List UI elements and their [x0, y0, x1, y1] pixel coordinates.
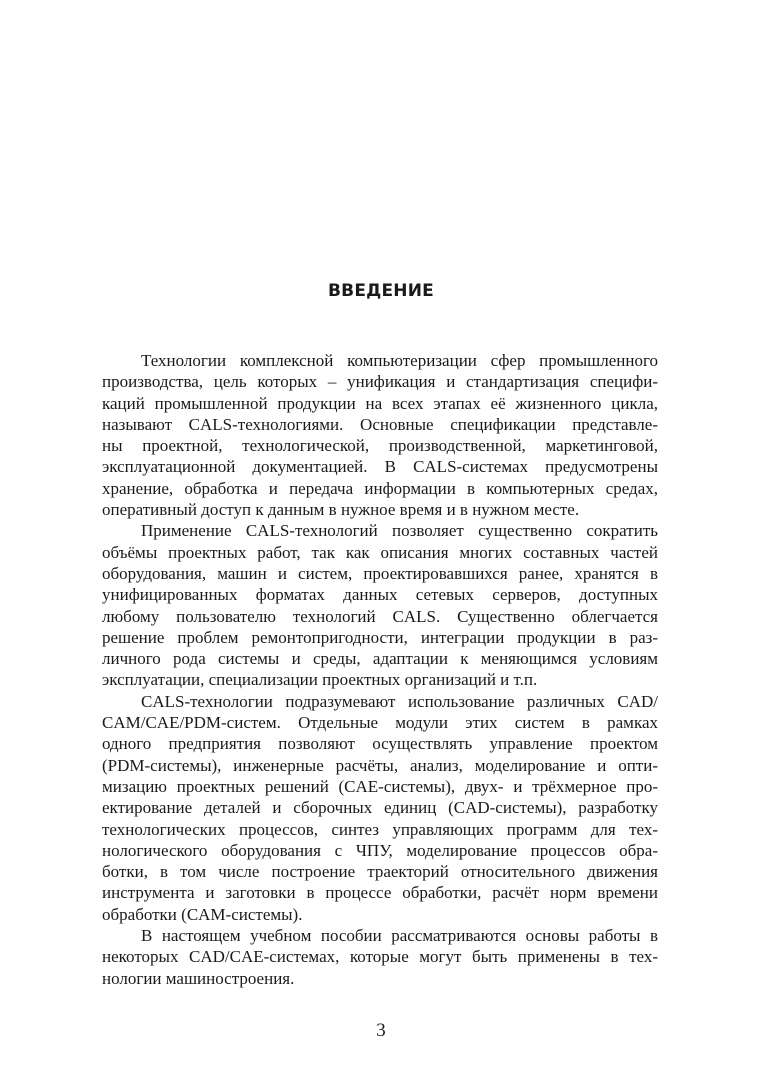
text-line: решение проблем ремонтопригодности, интеграции продукции в раз-: [102, 627, 658, 647]
text-line: некоторых CAD/CAE-системах, которые могут быть применены в тех-: [102, 947, 658, 967]
text-line: одного предприятия позволяют осуществлять управление проектом: [102, 734, 658, 754]
text-line: В настоящем учебном пособии рассматриваются основы работы в: [141, 926, 658, 946]
text-line: технологических процессов, синтез управляющих программ для тех-: [102, 819, 658, 839]
text-line: оборудования, машин и систем, проектировавшихся ранее, хранятся в: [102, 563, 658, 583]
text-line: эксплуатации, специализации проектных организаций и т.п.: [102, 670, 538, 690]
page-title: ВВЕДЕНИЕ: [328, 281, 434, 301]
page-number: 3: [376, 1020, 386, 1041]
text-line: Применение CALS-технологий позволяет существенно сократить: [141, 521, 658, 541]
text-line: называют CALS-технологиями. Основные спецификации представле-: [102, 414, 658, 434]
text-line: обработки (CAM-системы).: [102, 904, 303, 924]
text-line: мизацию проектных решений (CAE-системы), двух- и трёхмерное про-: [102, 776, 658, 796]
paragraph-2: [102, 520, 658, 690]
text-line: ны проектной, технологической, производственной, маркетинговой,: [102, 436, 658, 456]
text-line: эксплуатационной документацией. В CALS-системах предусмотрены: [102, 457, 658, 477]
text-line: личного рода системы и среды, адаптации к меняющимся условиям: [102, 649, 658, 669]
text-line: ектирование деталей и сборочных единиц (CAD-системы), разработку: [102, 798, 658, 818]
text-line: объёмы проектных работ, так как описания многих составных частей: [102, 542, 658, 562]
body-text: [102, 350, 658, 989]
text-line: любому пользователю технологий CALS. Существенно облегчается: [102, 606, 658, 626]
paragraph-4: [102, 925, 658, 989]
text-line: хранение, обработка и передача информации в компьютерных средах,: [102, 478, 658, 498]
paragraph-1: [102, 350, 658, 520]
text-line: производства, цель которых – унификация и стандартизация специфи-: [102, 372, 658, 392]
text-line: нологии машиностроения.: [102, 968, 295, 988]
text-line: CAM/CAE/PDM-систем. Отдельные модули этих систем в рамках: [102, 713, 658, 733]
text-line: CALS-технологии подразумевают использование различных CAD/: [141, 691, 658, 711]
text-line: Технологии комплексной компьютеризации сфер промышленного: [141, 351, 658, 370]
text-line: каций промышленной продукции на всех этапах её жизненного цикла,: [102, 393, 658, 413]
text-line: ботки, в том числе построение траекторий относительного движения: [102, 862, 658, 882]
text-line: инструмента и заготовки в процессе обработки, расчёт норм времени: [102, 883, 658, 903]
text-line: нологического оборудования с ЧПУ, моделирование процессов обра-: [102, 840, 658, 860]
text-line: (PDM-системы), инженерные расчёты, анализ, моделирование и опти-: [102, 755, 658, 775]
text-line: унифицированных форматах данных сетевых серверов, доступных: [102, 585, 658, 605]
paragraph-3: [102, 691, 658, 925]
text-line: оперативный доступ к данным в нужное время и в нужном месте.: [102, 500, 580, 520]
